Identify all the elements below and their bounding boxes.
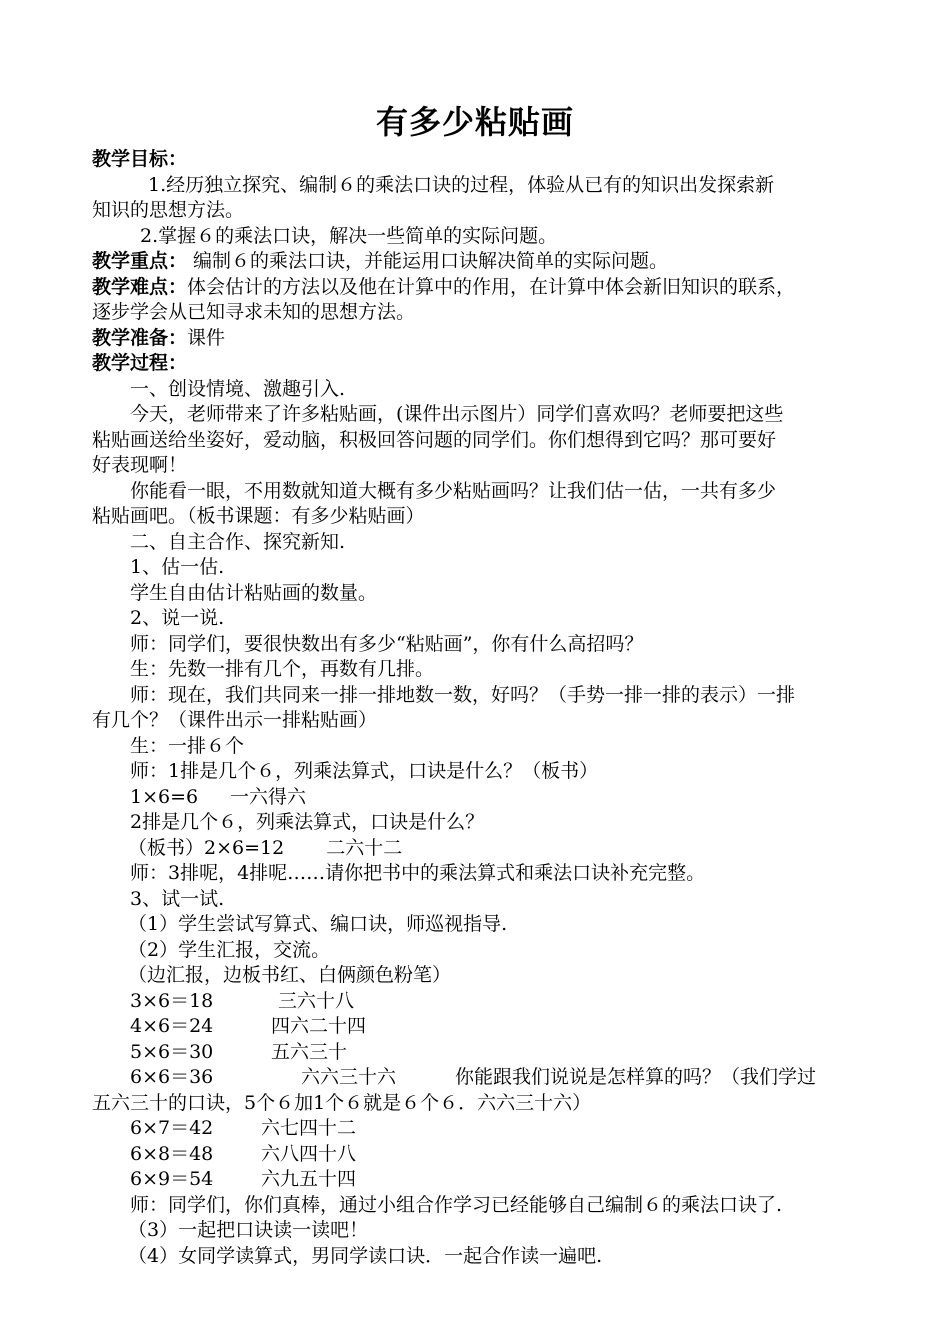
step-1-text: 学生自由估计粘贴画的数量。 (130, 581, 378, 604)
objective-1-line-a: 1.经历独立探究、编制６的乘法口诀的过程，体验从已有的知识出发探索新 (148, 173, 775, 196)
equation-5: 5×6＝30 (130, 1040, 214, 1063)
substep-4-line: （4）女同学读算式，男同学读口诀．一起合作读一遍吧. (128, 1244, 603, 1267)
paragraph-intro-line-b: 粘贴画送给坐姿好，爱动脑，积极回答问题的同学们。你们想得到它吗？那可要好 (92, 428, 777, 451)
objectives-heading: 教学目标： (92, 148, 188, 170)
teacher-praise-line: 师：同学们，你们真棒，通过小组合作学习已经能够自己编制６的乘法口诀了. (130, 1193, 783, 1216)
difficulty-text-a: 体会估计的方法以及他在计算中的作用，在计算中体会新旧知识的联系， (187, 275, 796, 298)
teacher-row-1-line: 师：1排是几个６，列乘法算式，口诀是什么？（板书） (130, 760, 599, 782)
key-point-text: 编制６的乘法口诀，并能运用口诀解决简单的实际问题。 (187, 250, 669, 272)
rhyme-3: 三六十八 (278, 989, 355, 1012)
equation-9-line (92, 1167, 867, 1193)
equation-5-line (92, 1040, 867, 1066)
equation-9: 6×9＝54 (130, 1168, 214, 1190)
equation-1-line (92, 785, 867, 811)
section-1-heading: 一、创设情境、激趣引入. (130, 377, 346, 400)
preparation-heading: 教学准备： (92, 326, 188, 349)
equation-1: 1×6=6 (130, 785, 199, 808)
rhyme-5: 五六三十 (271, 1040, 348, 1063)
rhyme-4: 四六二十四 (271, 1015, 367, 1037)
key-point-heading: 教学重点： (92, 250, 188, 272)
objective-1-line-b: 知识的思想方法。 (92, 199, 245, 221)
student-answer-line: 生：先数一排有几个，再数有几排。 (130, 658, 435, 680)
equation-6-line (92, 1065, 867, 1091)
equation-6: 6×6＝36 (130, 1066, 214, 1088)
equation-6-explanation-line: 五六三十的口诀，5个６加1个６就是６个６．六六三十六） (92, 1091, 592, 1114)
page-title: 有多少粘贴画 (375, 103, 574, 141)
difficulty-line-b: 逐步学会从已知寻求未知的思想方法。 (92, 301, 416, 323)
teacher-count-line-b: 有几个？（课件出示一排粘贴画） (92, 709, 378, 731)
preparation-text: 课件 (187, 326, 226, 349)
rhyme-6: 六六三十六 (301, 1066, 397, 1088)
rhyme-8: 六八四十八 (261, 1142, 357, 1165)
substep-2-line: （2）学生汇报，交流。 (128, 938, 331, 961)
equation-3: 3×6＝18 (130, 989, 214, 1012)
equation-6-question: 你能跟我们说说是怎样算的吗？（我们学过 (455, 1066, 817, 1088)
equation-3-line (92, 989, 867, 1015)
objectives-heading-line (92, 147, 867, 173)
key-point-line (92, 249, 867, 275)
equation-4: 4×6＝24 (130, 1015, 214, 1037)
paragraph-intro-line-a: 今天，老师带来了许多粘贴画，(课件出示图片）同学们喜欢吗？老师要把这些 (130, 403, 784, 425)
process-heading-line (92, 351, 867, 377)
student-row-answer-line: 生：一排６个 (130, 734, 245, 757)
teacher-count-line-a: 师：现在，我们共同来一排一排地数一数，好吗？（手势一排一排的表示）一排 (130, 683, 796, 706)
rhyme-2: 二六十二 (326, 836, 403, 859)
rhyme-9: 六九五十四 (261, 1168, 357, 1190)
difficulty-heading: 教学难点： (92, 275, 188, 298)
equation-8: 6×8＝48 (130, 1142, 214, 1165)
teacher-complete-line: 师：3排呢，4排呢……请你把书中的乘法算式和乘法口诀补充完整。 (130, 862, 706, 884)
substep-1-line: （1）学生尝试写算式、编口诀，师巡视指导. (128, 913, 508, 935)
section-2-heading: 二、自主合作、探究新知. (130, 530, 346, 553)
step-1-heading: 1、估一估. (130, 556, 225, 578)
step-2-heading: 2、说一说. (130, 607, 225, 629)
paragraph-estimate-line-b: 粘贴画吧。（板书课题：有多少粘贴画） (92, 505, 425, 527)
equation-7-line (92, 1116, 867, 1142)
substep-3-line: （3）一起把口诀读一读吧！ (128, 1219, 369, 1241)
equation-7: 6×7＝42 (130, 1117, 214, 1139)
rhyme-7: 六七四十二 (261, 1117, 357, 1139)
teacher-question-line: 师：同学们，要很快数出有多少“粘贴画”，你有什么高招吗？ (130, 632, 644, 655)
paragraph-intro-line-c: 好表现啊！ (92, 454, 188, 476)
equation-2-line (92, 836, 867, 862)
rhyme-1: 一六得六 (230, 785, 307, 808)
objective-2-line: 2.掌握６的乘法口诀，解决一些简单的实际问题。 (140, 224, 558, 247)
preparation-line (92, 326, 867, 352)
equation-8-line (92, 1142, 867, 1168)
teacher-row-2-line: 2排是几个６，列乘法算式，口诀是什么？ (130, 811, 485, 833)
substep-2-note-line: （边汇报，边板书红、白俩颜色粉笔） (128, 964, 452, 986)
difficulty-line-a (92, 275, 867, 301)
paragraph-estimate-line-a: 你能看一眼，不用数就知道大概有多少粘贴画吗？让我们估一估，一共有多少 (130, 479, 777, 502)
process-heading: 教学过程： (92, 352, 188, 374)
equation-4-line (92, 1014, 867, 1040)
step-3-heading: 3、试一试. (130, 887, 225, 910)
equation-2: （板书）2×6=12 (128, 836, 285, 859)
document-body (92, 147, 867, 1269)
